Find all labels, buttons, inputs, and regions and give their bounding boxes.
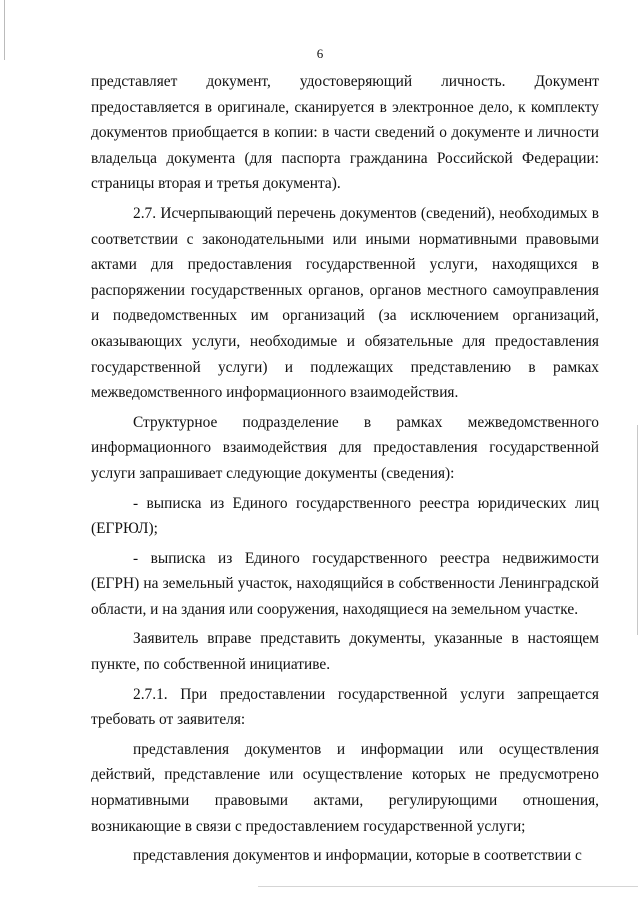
paragraph: представления документов и информации или осуществления действий, представление или осуществление которых не предусмотрено нормативными правовыми актами, регулирующими отношения, возникающие в связи с предоставлением государственной услуги; bbox=[91, 740, 599, 835]
paragraph: Структурное подразделение в рамках межведомственного информационного взаимодействия для предоставления государственной услуги запрашивает следующие документы (сведения): bbox=[91, 413, 599, 482]
paragraph: представляет документ, удостоверяющий личность. Документ предоставляется в оригинале, сканируется в электронное дело, к комплекту документов приобщается в копии: в части сведений о документе и личности владельца документа (для паспорта гражданина Российской Федерации: страницы вторая и третья документа). bbox=[91, 73, 599, 193]
scan-edge-line bbox=[258, 886, 638, 887]
page-number: 6 bbox=[316, 46, 324, 61]
scan-edge-line bbox=[637, 425, 638, 635]
list-item: - выписка из Единого государственного реестра юридических лиц (ЕГРЮЛ); bbox=[91, 494, 599, 538]
paragraph: представления документов и информации, которые в соответствии с bbox=[133, 847, 582, 865]
paragraph: Заявитель вправе представить документы, указанные в настоящем пункте, по собственной инициативе. bbox=[91, 630, 599, 674]
document-body bbox=[91, 69, 599, 873]
list-item: - выписка из Единого государственного реестра недвижимости (ЕГРН) на земельный участок, находящийся в собственности Ленинградской области, и на здания или сооружения, находящиеся на земельном участке. bbox=[91, 549, 599, 618]
paragraph: 2.7. Исчерпывающий перечень документов (сведений), необходимых в соответствии с законодательными или иными нормативными правовыми актами для предоставления государственной услуги, находящихся в распоряжении государственных органов, органов местного самоуправления и подведомственных им организаций (за исключением организаций, оказывающих услуги, необходимые и обязательные для предоставления государственной услуги) и подлежащих представлению в рамках межведомственного информационного взаимодействия. bbox=[91, 204, 599, 402]
paragraph: 2.7.1. При предоставлении государственной услуги запрещается требовать от заявителя: bbox=[91, 685, 599, 729]
